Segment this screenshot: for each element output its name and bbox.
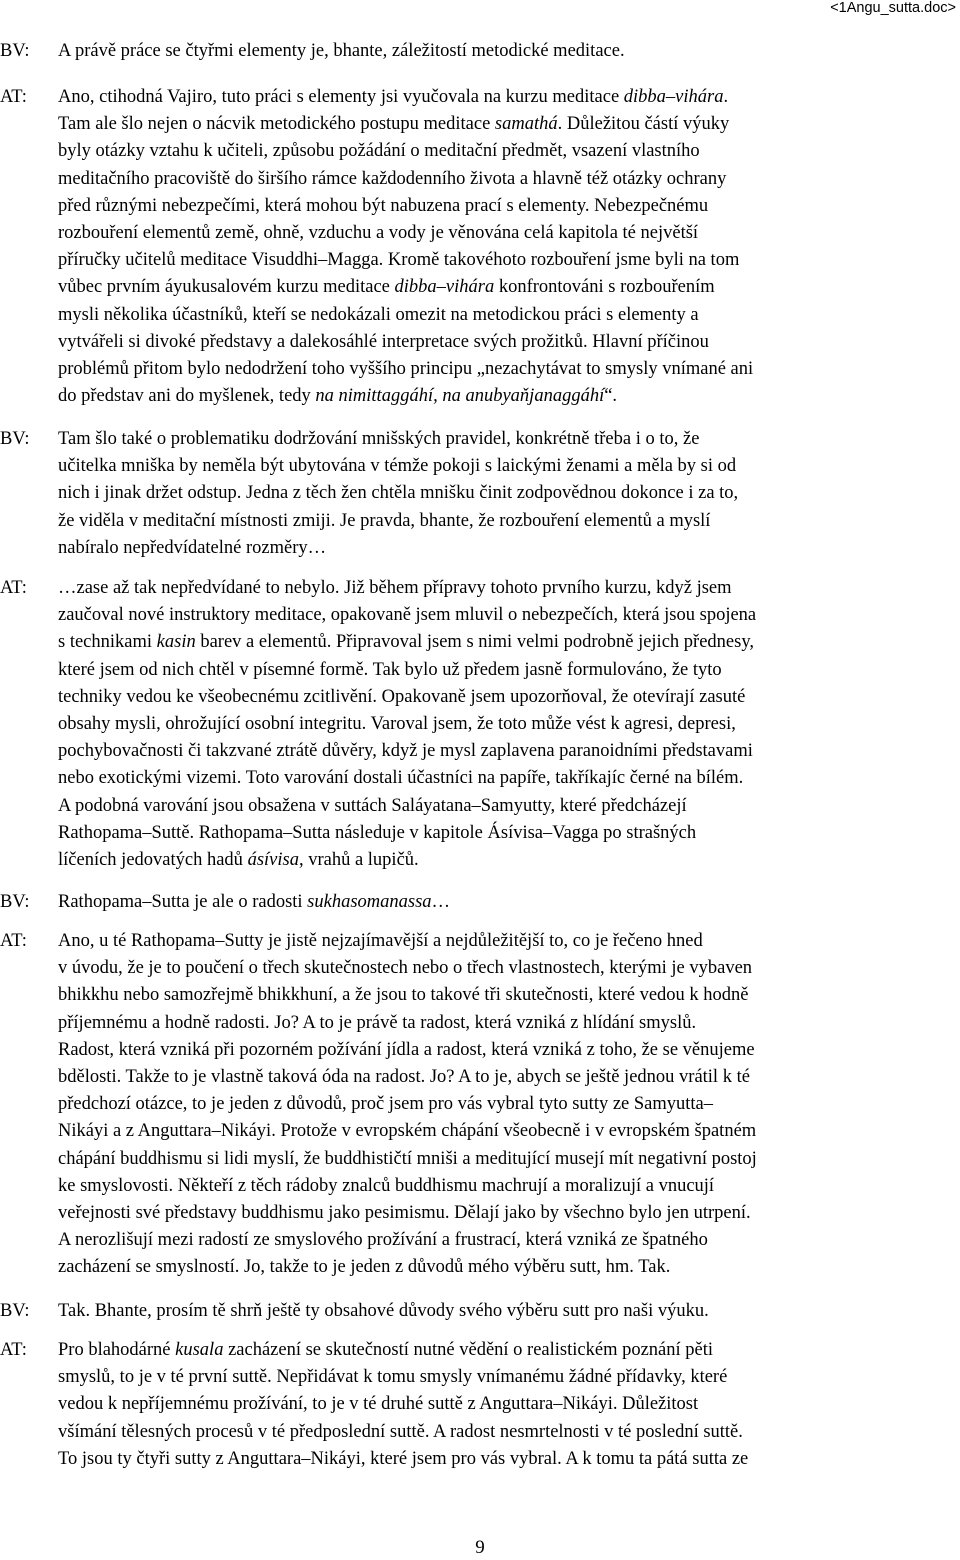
text-segment: příjemnému a hodně radosti. Jo? A to je právě ta radost, která vzniká z hlídání smyslů. xyxy=(58,1012,697,1033)
text-line xyxy=(58,356,960,383)
entry-text xyxy=(58,928,960,1282)
text-line xyxy=(58,629,960,656)
text-line xyxy=(58,711,960,738)
text-line xyxy=(58,793,960,820)
text-segment: pochybovačnosti či takzvané ztrátě důvěry, když je mysl zaplavena paranoidními představami xyxy=(58,741,753,762)
text-line xyxy=(58,1227,960,1254)
text-line xyxy=(58,38,960,65)
text-segment: Ano, ctihodná Vajiro, tuto práci s elementy jsi vyučovala na kurzu meditace xyxy=(58,87,624,107)
text-line xyxy=(58,955,960,982)
text-line xyxy=(58,329,960,356)
text-line xyxy=(58,982,960,1009)
text-segment: Rathopama–Sutta je ale o radosti xyxy=(58,892,308,912)
text-segment: …zase až tak nepředvídané to nebylo. Již během přípravy tohoto prvního kurzu, když jsem xyxy=(58,578,732,598)
text-line xyxy=(58,1200,960,1227)
text-line xyxy=(58,684,960,711)
text-line xyxy=(58,1010,960,1037)
text-line xyxy=(58,220,960,247)
text-line xyxy=(58,1064,960,1091)
text-line xyxy=(58,657,960,684)
text-segment: obsahy mysli, ohrožující osobní integritu. Varoval jsem, že toto může vést k agresi, depresi, xyxy=(58,714,736,735)
text-line xyxy=(58,1037,960,1064)
speaker-label: BV: xyxy=(0,1301,30,1321)
text-segment: meditačního pracoviště do širšího rámce každodenního života a hlavně též otázky ochrany xyxy=(58,168,727,189)
dialogue-entry xyxy=(0,1298,960,1325)
entry-text xyxy=(58,38,960,65)
text-segment: zaučoval nové instruktory meditace, opakovaně jsem mluvil o nebezpečích, která jsou spojena xyxy=(58,605,757,626)
text-segment: , vrahů a lupičů. xyxy=(298,850,419,871)
text-segment: “. xyxy=(604,386,618,407)
text-line xyxy=(58,247,960,274)
text-segment: na nimittaggáhí, na anubyaňjanaggáhí xyxy=(315,386,605,407)
dialogue-entry xyxy=(0,38,960,65)
text-segment: které jsem od nich chtěl v písemné formě. Tak bylo už předem jasně formulováno, že tyto xyxy=(58,659,722,680)
text-segment: veřejnosti své představy buddhismu jako pesimismu. Dělají jako by všechno bylo jen utrpení. xyxy=(58,1203,751,1224)
text-segment: dibba–vihára xyxy=(623,87,724,107)
text-line xyxy=(58,1446,960,1473)
text-line xyxy=(58,1254,960,1281)
text-segment: v úvodu, že je to poučení o třech skutečnostech nebo o třech vlastnostech, kterými je vybaven xyxy=(58,958,753,979)
text-segment: . Důležitou částí výuky xyxy=(557,114,730,135)
text-segment: . xyxy=(723,87,729,107)
text-line xyxy=(58,111,960,138)
text-segment: že viděla v meditační místnosti zmiji. Je pravda, bhante, že rozbouření elementů a myslí xyxy=(58,510,711,531)
text-line xyxy=(58,193,960,220)
text-segment: líčeních jedovatých hadů xyxy=(58,850,248,871)
text-segment: Radost, která vzniká při pozorném požívání jídla a radost, která vzniká z toho, že se věnujeme xyxy=(58,1039,755,1060)
text-segment: před různými nebezpečími, která mohou být nabuzena prací s elementy. Nebezpečnému xyxy=(58,195,709,216)
text-segment: samathá xyxy=(494,114,558,135)
document-filename-header: <1Angu_sutta.doc> xyxy=(830,0,956,16)
entry-text xyxy=(58,575,960,874)
page-number: 9 xyxy=(475,1537,485,1558)
entry-text xyxy=(58,889,960,916)
text-segment: To jsou ty čtyři sutty z Anguttara–Nikáyi, které jsem pro vás vybral. A k tomu ta pátá sutta ze xyxy=(58,1448,749,1469)
text-line xyxy=(58,575,960,602)
text-segment: problémů přitom bylo nedodržení toho vyššího principu „nezachytávat to smysly vnímané ani xyxy=(58,359,754,380)
text-segment: … xyxy=(431,892,451,912)
text-line xyxy=(58,1391,960,1418)
text-segment: zacházení se smyslností. Jo, takže to je jeden z důvodů mého výběru sutt, hm. Tak. xyxy=(58,1257,671,1278)
text-segment: Ano, u té Rathopama–Sutty je jistě nejzajímavější a nejdůležitější to, co je řečeno hned xyxy=(58,931,703,951)
text-segment: s technikami xyxy=(58,632,157,653)
text-segment: kusala xyxy=(175,1340,224,1360)
dialogue-entry xyxy=(0,928,960,1282)
speaker-label: AT: xyxy=(0,1340,27,1360)
dialogue-entry xyxy=(0,1337,960,1473)
speaker-label: AT: xyxy=(0,931,27,951)
text-segment: Rathopama–Suttě. Rathopama–Sutta následuje v kapitole Ásívisa–Vagga po strašných xyxy=(58,822,697,843)
text-segment: do představ ani do myšlenek, tedy xyxy=(58,386,316,407)
speaker-label: BV: xyxy=(0,892,30,912)
text-line xyxy=(58,302,960,329)
text-segment: zacházení se skutečností nutné vědění o realistickém poznání pěti xyxy=(223,1340,714,1360)
text-segment: rozbouření elementů země, ohně, vzduchu a vody je věnována celá kapitola té největší xyxy=(58,223,699,244)
dialogue-entry xyxy=(0,426,960,562)
text-segment: učitelka mniška by neměla být ubytována v témže pokoji s laickými ženami a měla by si od xyxy=(58,456,737,477)
text-segment: barev a elementů. Připravoval jsem s nimi velmi podrobně jejich přednesy, xyxy=(195,632,754,653)
text-line xyxy=(58,847,960,874)
text-segment: techniky vedou ke všeobecnému zcitlivění. Opakovaně jsem upozorňoval, že otevírají zasuté xyxy=(58,686,746,707)
text-line xyxy=(58,1146,960,1173)
text-segment: Pro blahodárné xyxy=(58,1340,176,1360)
text-segment: Tam ale šlo nejen o nácvik metodického postupu meditace xyxy=(58,114,495,135)
text-segment: předchozí otázce, to je jeden z důvodů, proč jsem pro vás vybral tyto sutty ze Samyutta– xyxy=(58,1094,714,1115)
entry-text xyxy=(58,84,960,410)
text-line xyxy=(58,1419,960,1446)
text-segment: A podobná varování jsou obsažena v suttách Saláyatana–Samyutty, které předcházejí xyxy=(58,795,687,816)
text-segment: vedou k nepříjemnému prožívání, to je v té druhé suttě z Anguttara–Nikáyi. Důležitost xyxy=(58,1394,699,1415)
text-line xyxy=(58,765,960,792)
speaker-label: BV: xyxy=(0,429,30,449)
dialogue-entry xyxy=(0,889,960,916)
text-line xyxy=(58,602,960,629)
text-segment: příručky učitelů meditace Visuddhi–Magga. Kromě takovéhoto rozbouření jsme byli na tom xyxy=(58,250,740,271)
text-line xyxy=(58,1337,960,1364)
text-line xyxy=(58,1298,960,1325)
text-segment: chápání buddhismu si lidi myslí, že buddhističtí mniši a meditující musejí mít negativní postoj xyxy=(58,1148,757,1169)
entry-text xyxy=(58,1337,960,1473)
text-line xyxy=(58,426,960,453)
text-line xyxy=(58,820,960,847)
text-segment: všímání tělesných procesů v té předposlední suttě. A radost nesmrtelnosti v té poslední suttě. xyxy=(58,1421,743,1442)
entry-text xyxy=(58,426,960,562)
text-segment: Tam šlo také o problematiku dodržování mnišských pravidel, konkrétně třeba i o to, že xyxy=(58,429,700,449)
text-line xyxy=(58,274,960,301)
text-line xyxy=(58,480,960,507)
text-line xyxy=(58,453,960,480)
text-segment: A nerozlišují mezi radostí ze smyslového prožívání a frustrací, která vzniká ze špatného xyxy=(58,1230,708,1251)
text-segment: bdělosti. Takže to je vlastně taková óda na radost. Jo? A to je, abych se ještě jednou vrátil k té xyxy=(58,1067,750,1088)
text-segment: Tak. Bhante, prosím tě shrň ještě ty obsahové důvody svého výběru sutt pro naši výuku. xyxy=(58,1301,709,1321)
text-segment: ásívisa xyxy=(247,850,299,871)
text-line xyxy=(58,928,960,955)
text-line xyxy=(58,138,960,165)
text-segment: dibba–vihára xyxy=(394,277,495,298)
text-segment: vůbec prvním áyukusalovém kurzu meditace xyxy=(58,277,395,298)
text-segment: bhikkhu nebo samozřejmě bhikkhuní, a že jsou to takové tři skutečnosti, které vedou k hodně xyxy=(58,985,749,1006)
text-line xyxy=(58,84,960,111)
text-line xyxy=(58,1173,960,1200)
text-segment: A právě práce se čtyřmi elementy je, bhante, záležitostí metodické meditace. xyxy=(58,41,625,61)
text-segment: sukhasomanassa xyxy=(307,892,432,912)
text-line xyxy=(58,738,960,765)
text-line xyxy=(58,889,960,916)
text-segment: smyslů, to je v té první suttě. Nepřidávat k tomu smysly vnímanému žádné přídavky, které xyxy=(58,1367,728,1388)
speaker-label: AT: xyxy=(0,578,27,598)
text-line xyxy=(58,1118,960,1145)
text-segment: Nikáyi a z Anguttara–Nikáyi. Protože v evropském chápání všeobecně i v evropském špatném xyxy=(58,1121,757,1142)
text-line xyxy=(58,508,960,535)
text-line xyxy=(58,1364,960,1391)
text-segment: konfrontováni s rozbouřením xyxy=(494,277,715,298)
text-segment: mysli několika účastníků, kteří se nedokázali omezit na metodickou práci s elementy a xyxy=(58,304,699,325)
text-line xyxy=(58,1091,960,1118)
text-line xyxy=(58,166,960,193)
text-segment: kasin xyxy=(156,632,196,653)
text-segment: nabíralo nepředvídatelné rozměry… xyxy=(58,537,327,558)
text-segment: ke smyslovosti. Někteří z těch rádoby znalců buddhismu machrují a moralizují a vnucují xyxy=(58,1175,715,1196)
text-segment: vytvářeli si divoké představy a dalekosáhlé interpretace svých prožitků. Hlavní příčinou xyxy=(58,331,709,352)
speaker-label: BV: xyxy=(0,41,30,61)
dialogue-entry xyxy=(0,84,960,410)
speaker-label: AT: xyxy=(0,87,27,107)
text-segment: nebo exotickými vizemi. Toto varování dostali účastníci na papíře, takříkajíc černé na bílém. xyxy=(58,768,744,789)
text-segment: byly otázky vztahu k učiteli, způsobu požádání o meditační předmět, vsazení vlastního xyxy=(58,141,700,162)
entry-text xyxy=(58,1298,960,1325)
text-line xyxy=(58,535,960,562)
text-segment: nich i jinak držet odstup. Jedna z těch žen chtěla mnišku činit zodpovědnou dokonce i za to, xyxy=(58,483,739,504)
dialogue-entry xyxy=(0,575,960,874)
text-line xyxy=(58,383,960,410)
